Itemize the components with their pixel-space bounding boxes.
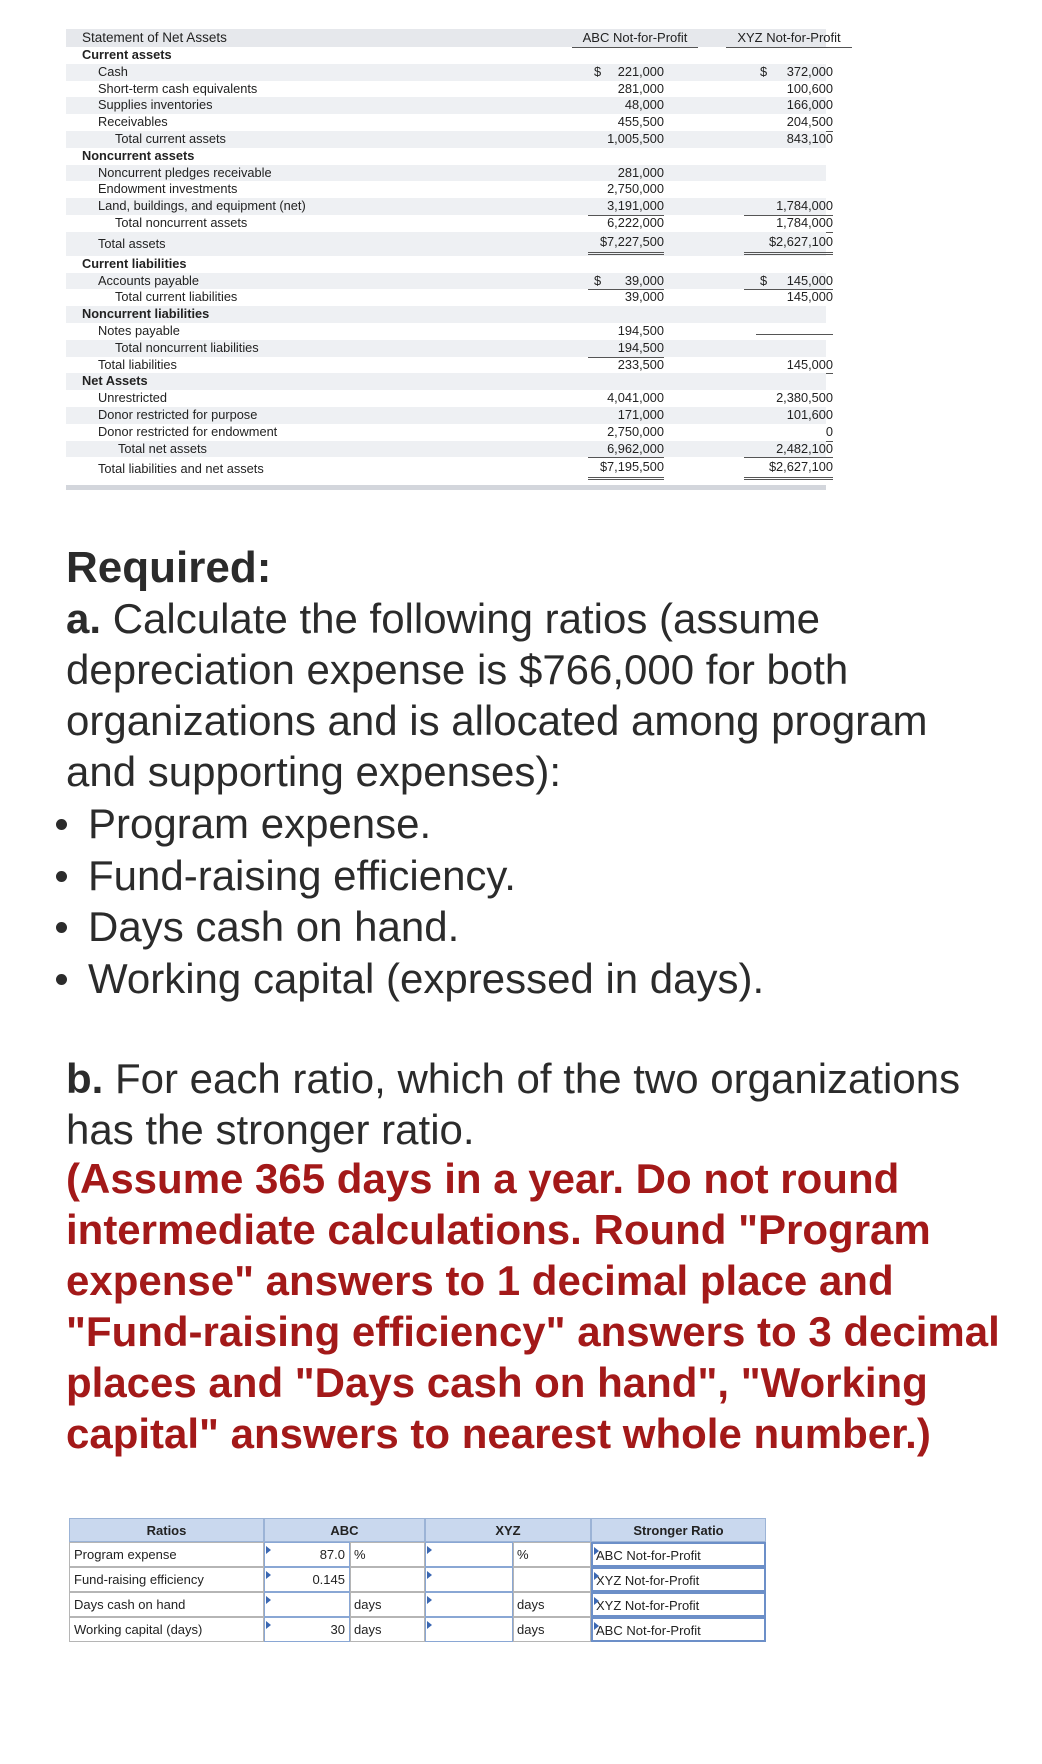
xyz-value-input[interactable] [425, 1567, 513, 1592]
stronger-select[interactable]: XYZ Not-for-Profit [591, 1567, 766, 1592]
row-land: Land, buildings, and equipment (net) 3,191,000 1,784,000 [66, 198, 826, 215]
dollar-sign: $ [594, 272, 602, 288]
xyz-value-input[interactable] [425, 1592, 513, 1617]
value-abc: 39,000 [624, 289, 664, 305]
row-total-noncurrent-assets: Total noncurrent assets 6,222,000 1,784,000 [66, 215, 826, 232]
value-xyz: 101,600 [786, 406, 833, 422]
list-item: Program expense. [50, 798, 764, 850]
value-xyz: 0 [744, 424, 833, 442]
value-abc: 171,000 [617, 406, 664, 422]
value-xyz: 372,000 [786, 63, 833, 79]
row-endowment-investments: Endowment investments 2,750,000 [98, 181, 664, 197]
row-total-current-liabilities: Total current liabilities 39,000 145,000 [115, 289, 833, 305]
row-total-assets: Total assets $7,227,500 $2,627,100 [66, 232, 826, 256]
row-restricted-purpose: Donor restricted for purpose 171,000 101,600 [66, 407, 826, 424]
row-pledges: Noncurrent pledges receivable 281,000 [66, 165, 826, 182]
bullet-icon [56, 974, 67, 985]
value-abc: 6,222,000 [588, 215, 664, 233]
abc-value-input[interactable]: 30 [264, 1617, 350, 1642]
header-abc: ABC [264, 1518, 425, 1542]
input-marker-icon [266, 1596, 271, 1604]
abc-unit: % [350, 1542, 425, 1567]
xyz-unit: % [513, 1542, 591, 1567]
row-unrestricted: Unrestricted 4,041,000 2,380,500 [98, 390, 833, 406]
list-item: Fund-raising efficiency. [50, 850, 764, 902]
ratio-label: Days cash on hand [69, 1592, 264, 1617]
table-row [69, 1592, 769, 1617]
value-abc: $7,227,500 [588, 232, 664, 255]
xyz-unit [513, 1567, 591, 1592]
abc-unit [350, 1567, 425, 1592]
stronger-select[interactable]: ABC Not-for-Profit [591, 1542, 766, 1567]
statement-title: Statement of Net Assets [82, 30, 227, 45]
abc-unit: days [350, 1617, 425, 1642]
stronger-select[interactable]: ABC Not-for-Profit [591, 1617, 766, 1642]
input-marker-icon [266, 1571, 271, 1579]
table-row [69, 1542, 769, 1567]
value-xyz: 1,784,000 [744, 215, 833, 233]
row-accounts-payable: Accounts payable $ 39,000 $ 145,000 [66, 273, 826, 290]
input-marker-icon [427, 1596, 432, 1604]
xyz-value-input[interactable] [425, 1617, 513, 1642]
section-heading: Current liabilities [82, 255, 187, 271]
input-marker-icon [427, 1621, 432, 1629]
list-item: Days cash on hand. [50, 901, 764, 953]
section-heading: Noncurrent assets [82, 147, 195, 163]
abc-value-input[interactable]: 0.145 [264, 1567, 350, 1592]
value-xyz: 145,000 [744, 357, 833, 375]
bullet-icon [56, 819, 67, 830]
value-abc: 39,000 [588, 273, 664, 291]
ratio-label: Fund-raising efficiency [69, 1567, 264, 1592]
value-xyz: 204,500 [744, 114, 833, 132]
part-a-text [66, 593, 1006, 797]
section-heading: Noncurrent liabilities [66, 306, 826, 323]
row-total-liabilities: Total liabilities 233,500 145,000 [66, 357, 826, 374]
row-notes-payable: Notes payable 194,500 [66, 323, 826, 340]
row-total-current-assets: Total current assets 1,005,500 843,100 [66, 131, 826, 148]
table-row [69, 1567, 769, 1592]
list-item: Working capital (expressed in days). [50, 953, 764, 1005]
part-a-label: a. [66, 595, 102, 642]
input-marker-icon [427, 1571, 432, 1579]
row-short-term: Short-term cash equivalents 281,000 100,600 [98, 80, 833, 96]
value-xyz: 100,600 [786, 80, 833, 96]
value-abc: 455,500 [588, 114, 664, 132]
value-xyz: 843,100 [786, 130, 833, 146]
value-xyz: 1,784,000 [744, 198, 833, 216]
value-abc: 48,000 [624, 97, 664, 113]
bullet-icon [56, 922, 67, 933]
header-xyz: XYZ [425, 1518, 591, 1542]
value-xyz: $2,627,100 [744, 232, 833, 255]
abc-value-input[interactable] [264, 1592, 350, 1617]
row-supplies: Supplies inventories 48,000 166,000 [66, 97, 826, 114]
input-marker-icon [594, 1622, 599, 1630]
value-xyz: 145,000 [786, 289, 833, 305]
abc-value-input[interactable]: 87.0 [264, 1542, 350, 1567]
value-abc: 281,000 [617, 164, 664, 180]
value-xyz: 2,482,100 [744, 441, 833, 459]
header-ratios: Ratios [69, 1518, 264, 1542]
row-receivables: Receivables 455,500 204,500 [66, 114, 826, 131]
row-total-liabilities-net-assets: Total liabilities and net assets $7,195,500 $2,627,100 [66, 457, 826, 481]
header-stronger: Stronger Ratio [591, 1518, 766, 1542]
abc-unit: days [350, 1592, 425, 1617]
section-heading: Current assets [82, 47, 172, 62]
ratio-label: Program expense [69, 1542, 264, 1567]
dollar-sign: $ [760, 63, 768, 79]
row-restricted-endowment: Donor restricted for endowment 2,750,000 0 [66, 424, 826, 441]
value-xyz: $2,627,100 [744, 457, 833, 480]
statement-of-net-assets [66, 29, 841, 481]
part-a-body: Calculate the following ratios (assume depreciation expense is $766,000 for both organizations and is allocated among program and supporting expenses): [66, 595, 928, 795]
input-marker-icon [594, 1547, 599, 1555]
stronger-select[interactable]: XYZ Not-for-Profit [591, 1592, 766, 1617]
ratio-list [50, 798, 764, 1004]
xyz-unit: days [513, 1617, 591, 1642]
value-xyz: 2,380,500 [776, 390, 833, 406]
value-abc: 194,500 [588, 340, 664, 358]
bullet-icon [56, 871, 67, 882]
value-abc: 6,962,000 [588, 441, 664, 459]
value-abc: 1,005,500 [607, 130, 664, 146]
statement-bottom-bar [66, 485, 826, 490]
empty-underline [756, 334, 833, 335]
part-b-text [66, 1053, 1006, 1155]
row-total-noncurrent-liabilities: Total noncurrent liabilities 194,500 [66, 340, 826, 357]
dollar-sign: $ [594, 63, 602, 79]
xyz-value-input[interactable] [425, 1542, 513, 1567]
value-abc: 281,000 [617, 80, 664, 96]
value-xyz: 166,000 [786, 97, 833, 113]
value-abc: 4,041,000 [607, 390, 664, 406]
value-abc: 2,750,000 [607, 181, 664, 197]
part-b-body: For each ratio, which of the two organizations has the stronger ratio. [66, 1055, 961, 1153]
ratio-label: Working capital (days) [69, 1617, 264, 1642]
xyz-unit: days [513, 1592, 591, 1617]
section-heading: Net Assets [66, 373, 826, 390]
column-header-abc: ABC Not-for-Profit [572, 29, 698, 48]
value-abc: 194,500 [588, 323, 664, 341]
statement-header-row [66, 29, 841, 47]
value-abc: 221,000 [617, 63, 664, 79]
required-heading: Required: [66, 543, 272, 592]
part-b-label: b. [66, 1055, 104, 1102]
row-cash: Cash $ 221,000 $ 372,000 [66, 64, 826, 81]
input-marker-icon [427, 1546, 432, 1554]
instructions: (Assume 365 days in a year. Do not round intermediate calculations. Round "Program expense" answers to 1 decimal place and "Fund-raising efficiency" answers to 3 decimal places and "Days cash on hand", "Working capital" answers to nearest whole number.) [66, 1155, 1000, 1457]
value-abc: $7,195,500 [588, 457, 664, 480]
input-marker-icon [266, 1621, 271, 1629]
value-xyz: 145,000 [744, 273, 833, 291]
column-header-xyz: XYZ Not-for-Profit [726, 29, 852, 48]
input-marker-icon [594, 1597, 599, 1605]
value-abc: 2,750,000 [588, 424, 664, 442]
value-abc: 233,500 [617, 356, 664, 372]
input-marker-icon [594, 1572, 599, 1580]
dollar-sign: $ [760, 272, 768, 288]
input-marker-icon [266, 1546, 271, 1554]
row-total-net-assets: Total net assets 6,962,000 2,482,100 [66, 441, 826, 458]
table-row [69, 1617, 769, 1642]
value-abc: 3,191,000 [588, 198, 664, 216]
